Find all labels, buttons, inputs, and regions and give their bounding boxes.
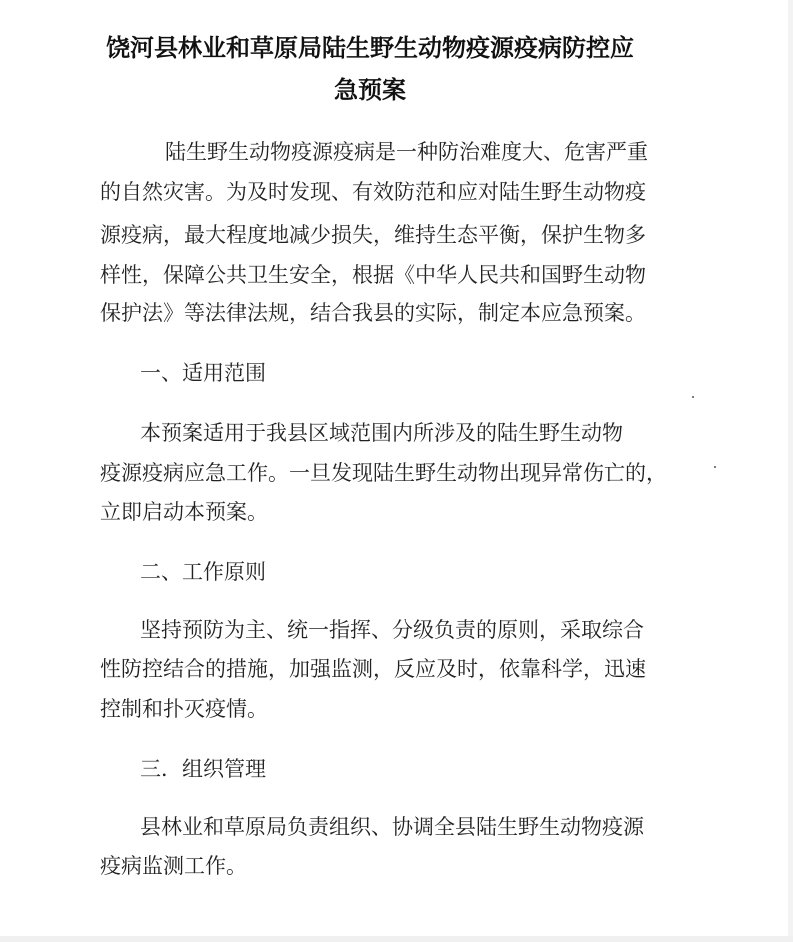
intro-line: 源疫病，最大程度地减少损失，维持生态平衡，保护生物多 bbox=[100, 223, 646, 247]
scan-speck bbox=[692, 396, 694, 398]
page-edge-bottom bbox=[0, 936, 793, 942]
document-title-line-2: 急预案 bbox=[334, 75, 406, 104]
intro-line: 保护法》等法律法规，结合我县的实际，制定本应急预案。 bbox=[100, 301, 646, 325]
intro-line: 的自然灾害。为及时发现、有效防范和应对陆生野生动物疫 bbox=[100, 180, 646, 204]
intro-line: 样性，保障公共卫生安全，根据《中华人民共和国野生动物 bbox=[100, 263, 646, 287]
scan-speck bbox=[714, 466, 716, 468]
section-2-line: 性防控结合的措施，加强监测，反应及时，依靠科学，迅速 bbox=[100, 657, 646, 681]
section-3-line: 疫病监测工作。 bbox=[100, 854, 247, 878]
section-1-line: 疫源疫病应急工作。一旦发现陆生野生动物出现异常伤亡的， bbox=[100, 461, 667, 485]
section-3-line: 县林业和草原局负责组织、协调全县陆生野生动物疫源 bbox=[140, 815, 644, 839]
section-heading-principles: 二、工作原则 bbox=[140, 560, 266, 584]
section-heading-scope: 一、适用范围 bbox=[140, 361, 266, 385]
section-2-line: 坚持预防为主、统一指挥、分级负责的原则，采取综合 bbox=[140, 618, 644, 642]
intro-line: 陆生野生动物疫源疫病是一种防治难度大、危害严重 bbox=[165, 140, 648, 164]
page-edge-right bbox=[788, 0, 793, 942]
section-heading-organization: 三．组织管理 bbox=[140, 757, 266, 781]
section-2-line: 控制和扑灭疫情。 bbox=[100, 697, 268, 721]
section-1-line: 本预案适用于我县区域范围内所涉及的陆生野生动物 bbox=[140, 421, 623, 445]
document-title-line-1: 饶河县林业和草原局陆生野生动物疫源疫病防控应 bbox=[106, 33, 634, 62]
section-1-line: 立即启动本预案。 bbox=[100, 500, 268, 524]
